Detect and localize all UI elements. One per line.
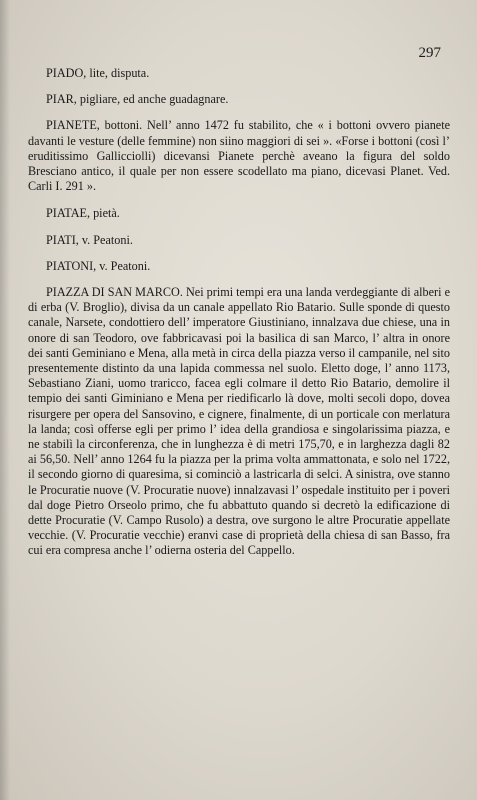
dictionary-text-block <box>28 66 450 571</box>
page-number: 297 <box>418 45 441 61</box>
entry-pianete: PIANETE, bottoni. Nell’ anno 1472 fu stabilito, che « i bottoni ovvero pianete davanti le vesture (delle femmine) non siino maggiori di sei ». «Forse i bottoni (così l’ eruditissimo Gallicciolli) dicevansi Pianete perchè aveano la figura del soldo Bresciano antico, il quale per non essere scodellato ma piano, dicevasi Planet. Ved. Carli I. 291 ». <box>28 118 450 194</box>
page-edge-shadow <box>0 0 10 800</box>
entry-piazza-di-san-marco: PIAZZA DI SAN MARCO. Nei primi tempi era una landa verdeggiante di alberi e di erba (V. Broglio), divisa da un canale appellato Rio Batario. Sulle sponde di questo canale, Narsete, condottiero dell’ imperatore Giustiniano, innalzava due chiese, una in onore di san Teodoro, ove fabbricavasi poi la basilica di san Marco, l’ altra in onore dei santi Geminiano e Mena, alla metà in circa della piazza verso il campanile, nel sito presentemente distinto da una lapida commessa nel suolo. Eletto doge, l’ anno 1173, Sebastiano Ziani, uomo traricco, facea egli colmare il detto Rio Batario, demolire il tempio dei santi Giminiano e Mena per riedificarlo là dove, molti secoli dopo, dovea risurgere per opera del Sansovino, e cignere, finalmente, di un porticale con merlatura la landa; così offerse egli per primo l’ idea della grandiosa e singolarissima piazza, e ne stabilì la circonferenza, che in lunghezza è di metri 175,70, e in larghezza dagli 82 ai 56,50. Nell’ anno 1264 fu la piazza per la prima volta ammattonata, e solo nel 1722, il secondo giorno di quaresima, si cominciò a lastricarla di selci. A sinistra, ove stanno le Procuratie nuove (V. Procuratie nuove) innalzavasi l’ ospedale instituito per i poveri dal doge Pietro Orseolo primo, che fu abbattuto quando si decretò la edificazione di dette Procuratie (V. Campo Rusolo) a destra, ove surgono le altre Procuratie appellate vecchie. (V. Procuratie vecchie) eranvi case di proprietà della chiesa di san Basso, fra cui era compresa anche l’ odierna osteria del Cappello. <box>28 285 450 558</box>
entry-piado: PIADO, lite, disputa. <box>46 66 150 80</box>
entry-piati: PIATI, v. Peatoni. <box>46 232 133 247</box>
entry-piar: PIAR, pigliare, ed anche guadagnare. <box>46 92 229 107</box>
entry-piatoni: PIATONI, v. Peatoni. <box>46 258 151 273</box>
entry-piatae: PIATAE, pietà. <box>46 206 120 221</box>
